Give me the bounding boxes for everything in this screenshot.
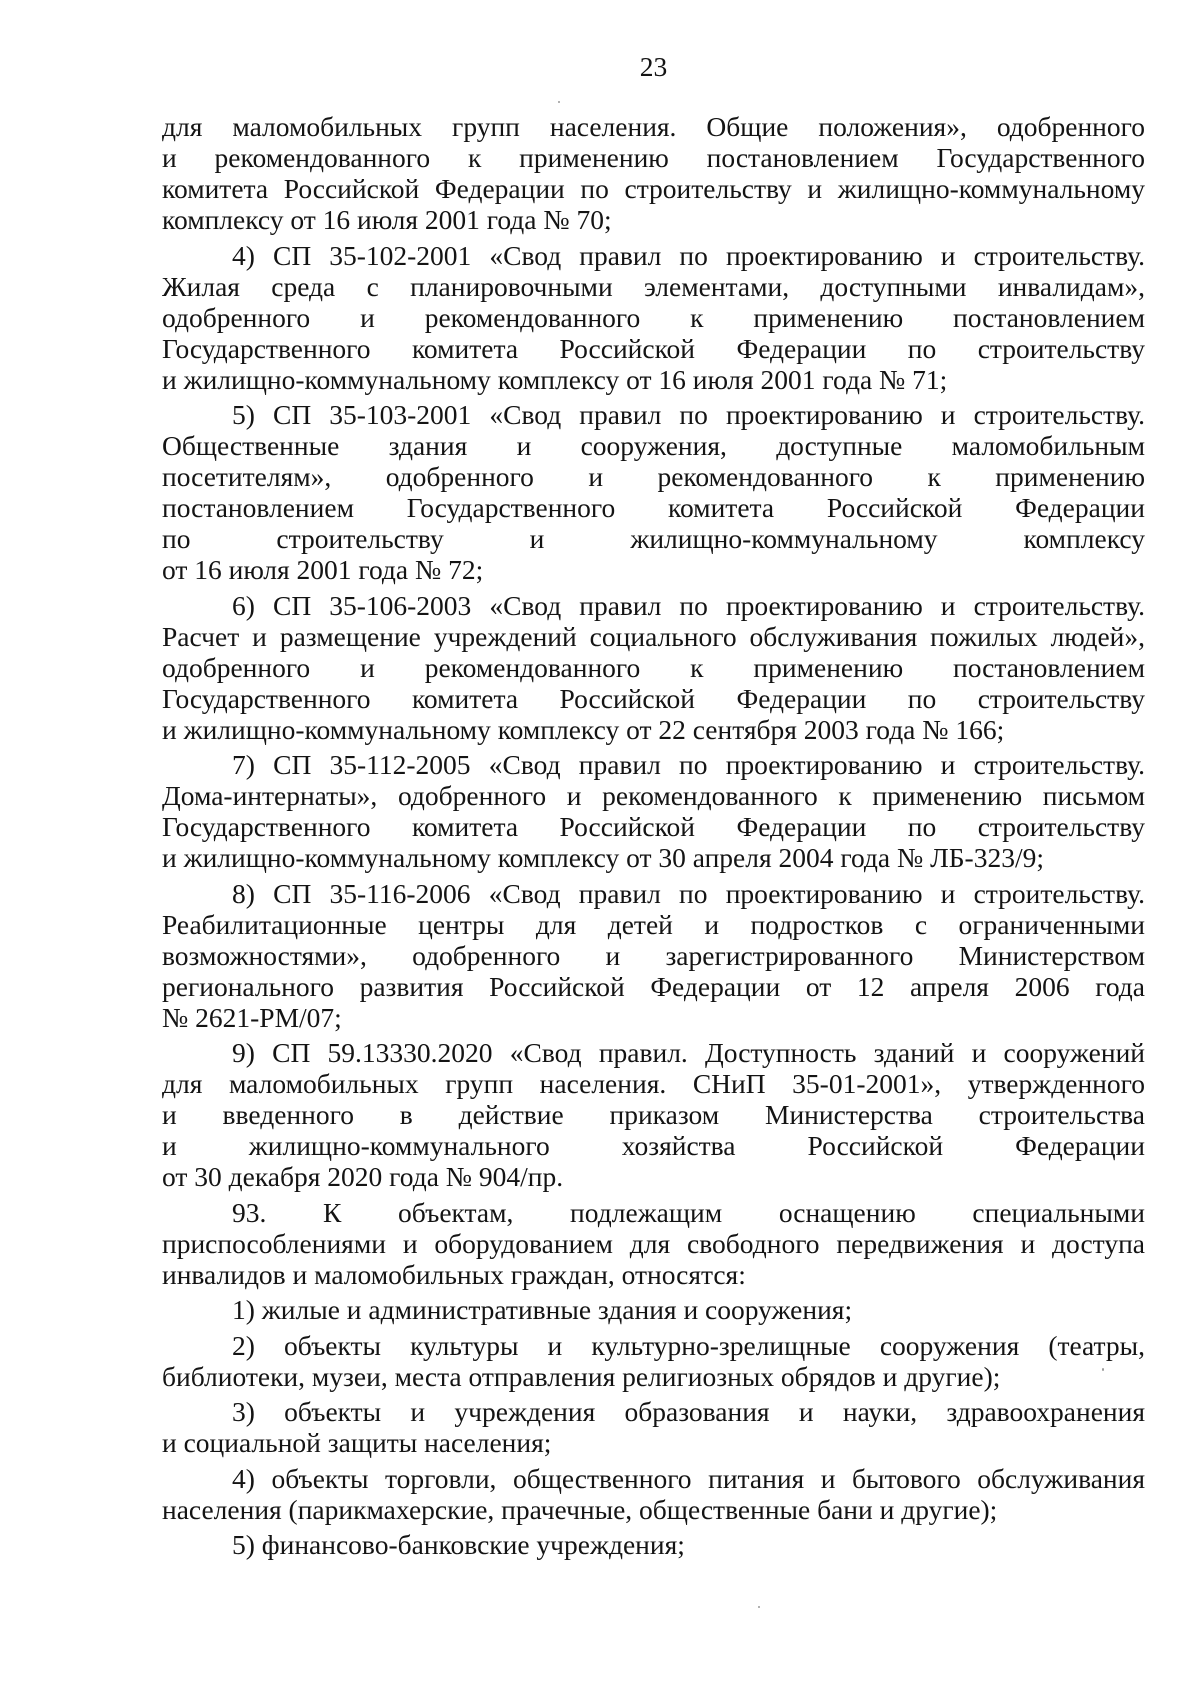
- text-line: посетителям», одобренного и рекомендованного к применению: [162, 461, 1145, 492]
- text-line: приспособлениями и оборудованием для свободного передвижения и доступа: [162, 1227, 1145, 1259]
- paragraph-item-5: [162, 399, 1145, 585]
- text-line: Жилая среда с планировочными элементами, доступными инвалидам»,: [162, 270, 1145, 302]
- text-line: и жилищно-коммунального хозяйства Российской Федерации: [162, 1130, 1145, 1161]
- paragraph-clause-93: [162, 1197, 1145, 1290]
- scan-speck: [758, 1606, 760, 1608]
- text-line: Государственного комитета Российской Федерации по строительству: [162, 332, 1145, 364]
- text-line: и рекомендованного к применению постановлением Государственного: [162, 142, 1145, 173]
- text-line: для маломобильных групп населения. СНиП 35-01-2001», утвержденного: [162, 1068, 1145, 1099]
- paragraph-list-item-3: [162, 1396, 1145, 1458]
- text-line: одобренного и рекомендованного к применению постановлением: [162, 301, 1145, 333]
- text-line: и жилищно-коммунальному комплексу от 16 июля 2001 года № 71;: [162, 363, 948, 395]
- text-line: комитета Российской Федерации по строительству и жилищно-коммунальному: [162, 173, 1145, 204]
- text-line: 8) СП 35-116-2006 «Свод правил по проектированию и строительству.: [232, 877, 1145, 909]
- text-line: и жилищно-коммунальному комплексу от 22 сентября 2003 года № 166;: [162, 713, 1005, 745]
- paragraph-list-item-1: [162, 1294, 1145, 1325]
- scan-speck: [558, 101, 560, 103]
- scan-speck: [1102, 1368, 1104, 1371]
- paragraph-continuation: [162, 111, 1145, 235]
- text-line: Государственного комитета Российской Федерации по строительству: [162, 682, 1145, 714]
- text-line: от 30 декабря 2020 года № 904/пр.: [162, 1161, 564, 1192]
- text-line: по строительству и жилищно-коммунальному комплексу: [162, 523, 1145, 554]
- paragraph-list-item-5: [162, 1529, 1145, 1560]
- paragraph-item-8: [162, 878, 1145, 1033]
- text-line: 9) СП 59.13330.2020 «Свод правил. Доступность зданий и сооружений: [232, 1037, 1145, 1068]
- text-line: 6) СП 35-106-2003 «Свод правил по проектированию и строительству.: [232, 589, 1145, 621]
- text-line: постановлением Государственного комитета Российской Федерации: [162, 492, 1145, 523]
- document-body: [162, 111, 1145, 1560]
- text-line: и жилищно-коммунальному комплексу от 30 апреля 2004 года № ЛБ-323/9;: [162, 842, 1044, 873]
- text-line: 1) жилые и административные здания и сооружения;: [232, 1294, 853, 1325]
- paragraph-item-7: [162, 749, 1145, 873]
- text-line: 4) СП 35-102-2001 «Свод правил по проектированию и строительству.: [232, 239, 1145, 271]
- text-line: для маломобильных групп населения. Общие положения», одобренного: [162, 111, 1145, 142]
- text-line: населения (парикмахерские, прачечные, общественные бани и другие);: [162, 1493, 998, 1525]
- text-line: Расчет и размещение учреждений социального обслуживания пожилых людей»,: [162, 620, 1145, 652]
- paragraph-item-4: [162, 240, 1145, 395]
- text-line: 93. К объектам, подлежащим оснащению специальными: [232, 1196, 1145, 1228]
- text-line: 4) объекты торговли, общественного питания и бытового обслуживания: [232, 1462, 1145, 1494]
- text-line: № 2621-РМ/07;: [162, 1001, 342, 1033]
- text-line: библиотеки, музеи, места отправления религиозных обрядов и другие);: [162, 1360, 1001, 1392]
- text-line: Реабилитационные центры для детей и подростков с ограниченными: [162, 908, 1145, 940]
- paragraph-list-item-4: [162, 1463, 1145, 1525]
- text-line: 5) СП 35-103-2001 «Свод правил по проектированию и строительству.: [232, 399, 1145, 430]
- text-line: одобренного и рекомендованного к применению постановлением: [162, 651, 1145, 683]
- paragraph-item-6: [162, 590, 1145, 745]
- text-line: возможностями», одобренного и зарегистрированного Министерством: [162, 939, 1145, 971]
- text-line: комплексу от 16 июля 2001 года № 70;: [162, 204, 612, 235]
- text-line: 3) объекты и учреждения образования и науки, здравоохранения: [232, 1396, 1145, 1427]
- text-line: 5) финансово-банковские учреждения;: [232, 1529, 685, 1560]
- paragraph-item-9: [162, 1037, 1145, 1192]
- text-line: и введенного в действие приказом Министерства строительства: [162, 1099, 1145, 1130]
- text-line: и социальной защиты населения;: [162, 1427, 552, 1458]
- text-line: Дома-интернаты», одобренного и рекомендованного к применению письмом: [162, 780, 1145, 811]
- text-line: инвалидов и маломобильных граждан, относятся:: [162, 1258, 746, 1290]
- paragraph-list-item-2: [162, 1330, 1145, 1392]
- text-line: Общественные здания и сооружения, доступные маломобильным: [162, 430, 1145, 461]
- text-line: 7) СП 35-112-2005 «Свод правил по проектированию и строительству.: [232, 749, 1145, 780]
- page-number: 23: [639, 51, 668, 82]
- text-line: регионального развития Российской Федерации от 12 апреля 2006 года: [162, 970, 1145, 1002]
- text-line: Государственного комитета Российской Федерации по строительству: [162, 811, 1145, 842]
- text-line: от 16 июля 2001 года № 72;: [162, 554, 484, 585]
- text-line: 2) объекты культуры и культурно-зрелищные сооружения (театры,: [232, 1329, 1145, 1361]
